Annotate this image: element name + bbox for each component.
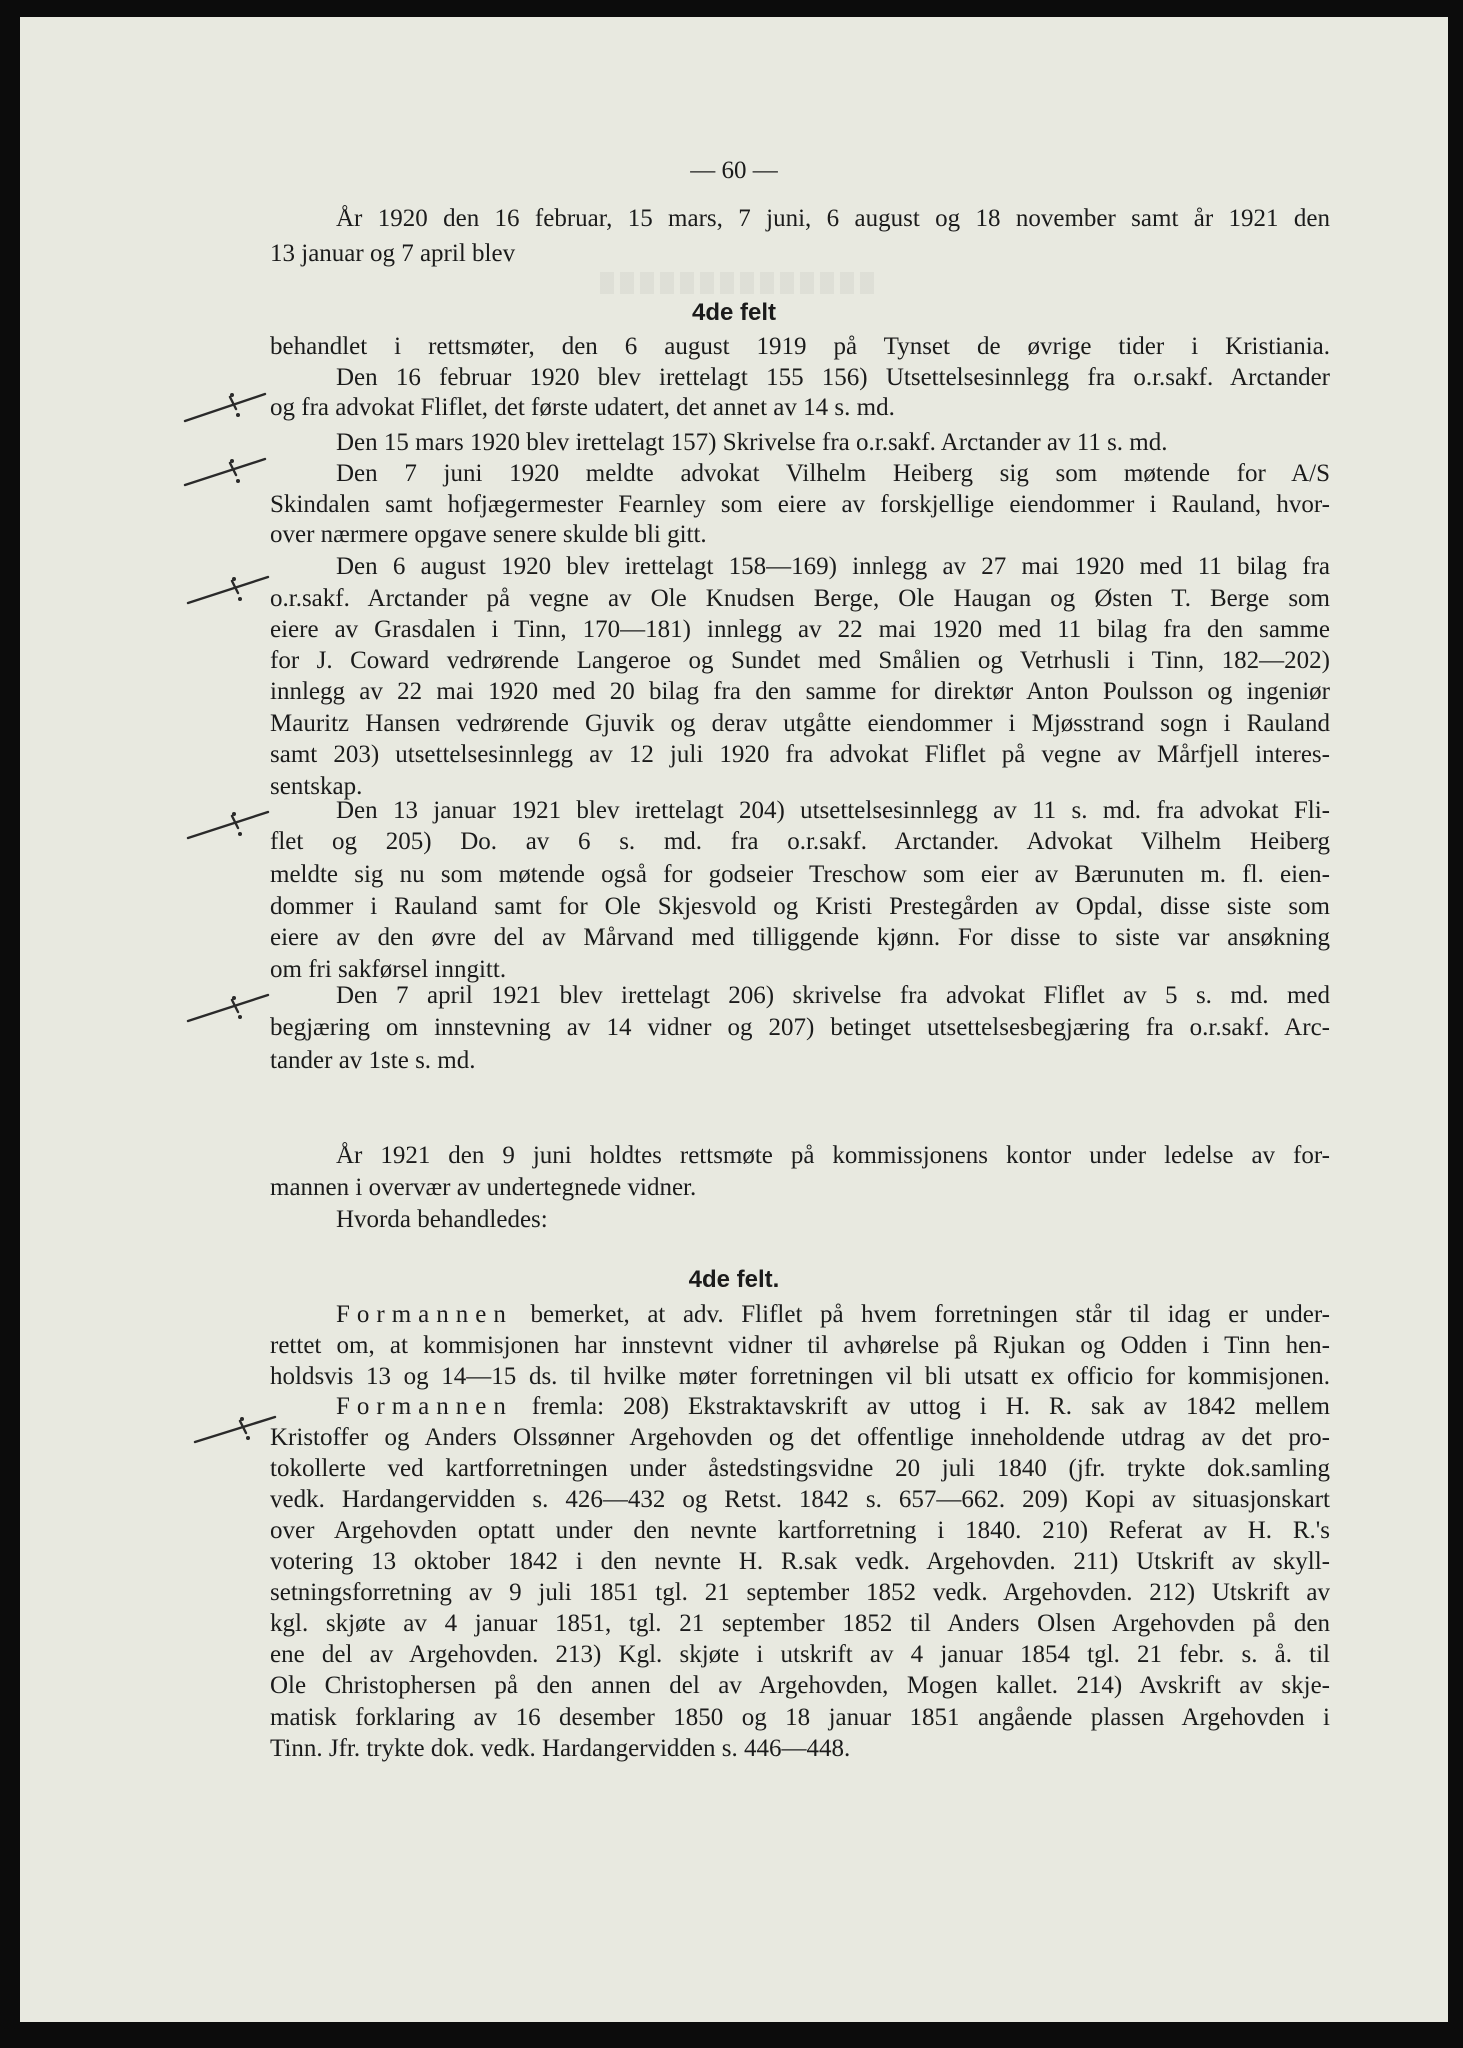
text-line: om fri sakførsel inngitt.: [270, 956, 507, 983]
margin-checkmark: [188, 577, 268, 603]
margin-checkmark: [195, 1417, 275, 1442]
intro-line: mannen i overvær av undertegnede vidner.: [270, 1174, 697, 1201]
text-line: tokollerte ved kartforretningen under åstedstingsvidne 20 juli 1840 (jfr. trykte dok.samling: [270, 1455, 1330, 1482]
text-line: holdsvis 13 og 14—15 ds. til hvilke møter forretningen vil bli utsatt ex officio for kommisjonen.: [270, 1363, 1330, 1390]
text-line: begjæring om innstevning av 14 vidner og 207) betinget utsettelsesbegjæring fra o.r.sakf. Arc-: [270, 1014, 1330, 1041]
text-line: over nærmere opgave senere skulde bli gitt.: [270, 521, 707, 548]
text-line: dommer i Rauland samt for Ole Skjesvold og Kristi Prestegården av Opdal, disse siste som: [270, 893, 1330, 920]
text-line: Tinn. Jfr. trykte dok. vedk. Hardangervidden s. 446—448.: [270, 1735, 851, 1762]
text-line: Den 15 mars 1920 blev irettelagt 157) Skrivelse fra o.r.sakf. Arctander av 11 s. md.: [336, 429, 1168, 456]
intro-line: 13 januar og 7 april blev: [270, 240, 516, 267]
text-line: og fra advokat Fliflet, det første udatert, det annet av 14 s. md.: [270, 394, 895, 421]
margin-checkmark: [188, 995, 268, 1021]
text-line: tander av 1ste s. md.: [270, 1047, 476, 1074]
archive-page: [20, 17, 1448, 2022]
spaced-name: Formannen: [336, 1393, 513, 1420]
text-line: Kristoffer og Anders Olssønner Argehovden og det offentlige inneholdende utdrag av det pro-: [270, 1424, 1330, 1451]
text-line: ene del av Argehovden. 213) Kgl. skjøte i utskrift av 4 januar 1854 tgl. 21 febr. s. å. til: [270, 1641, 1330, 1668]
margin-checkmark: [185, 459, 265, 485]
text-line: setningsforretning av 9 juli 1851 tgl. 21 september 1852 vedk. Argehovden. 212) Utskrift av: [270, 1579, 1330, 1606]
page-number: — 60 —: [690, 157, 778, 184]
text-line: Formannen fremla: 208) Ekstraktavskrift av uttog i H. R. sak av 1842 mellem: [336, 1393, 1330, 1420]
text-line: o.r.sakf. Arctander på vegne av Ole Knudsen Berge, Ole Haugan og Østen T. Berge som: [270, 585, 1330, 612]
text-line: eiere av den øvre del av Mårvand med tilliggende kjønn. For disse to siste var ansøkning: [270, 924, 1330, 951]
margin-checkmark: [188, 812, 268, 838]
text-line: Den 13 januar 1921 blev irettelagt 204) utsettelsesinnlegg av 11 s. md. fra advokat Fli-: [336, 797, 1330, 824]
section-heading: 4de felt.: [688, 1266, 780, 1293]
text-line: Den 6 august 1920 blev irettelagt 158—169) innlegg av 27 mai 1920 med 11 bilag fra: [336, 553, 1330, 580]
text-line: Mauritz Hansen vedrørende Gjuvik og derav utgåtte eiendommer i Mjøsstrand sogn i Rauland: [270, 710, 1330, 737]
text-line: over Argehovden optatt under den nevnte kartforretning i 1840. 210) Referat av H. R.'s: [270, 1517, 1330, 1544]
intro-line: År 1920 den 16 februar, 15 mars, 7 juni, 6 august og 18 november samt år 1921 den: [336, 205, 1330, 232]
text-line: eiere av Grasdalen i Tinn, 170—181) innlegg av 22 mai 1920 med 11 bilag fra den samme: [270, 616, 1330, 643]
spaced-name: Formannen: [336, 1301, 513, 1328]
text-line: kgl. skjøte av 4 januar 1851, tgl. 21 september 1852 til Anders Olsen Argehovden på den: [270, 1610, 1330, 1637]
text-line: Ole Christophersen på den annen del av Argehovden, Mogen kallet. 214) Avskrift av skje-: [270, 1672, 1330, 1699]
intro-line: År 1921 den 9 juni holdtes rettsmøte på kommissjonens kontor under ledelse av for-: [336, 1142, 1330, 1169]
text-line: innlegg av 22 mai 1920 med 20 bilag fra den samme for direktør Anton Poulsson og ingeniør: [270, 678, 1330, 705]
text-line: Skindalen samt hofjægermester Fearnley som eiere av forskjellige eiendommer i Rauland, hvor-: [270, 491, 1330, 518]
text-line: behandlet i rettsmøter, den 6 august 1919 på Tynset de øvrige tider i Kristiania.: [270, 333, 1330, 360]
text-line: samt 203) utsettelsesinnlegg av 12 juli 1920 fra advokat Fliflet på vegne av Mårfjell interes-: [270, 741, 1330, 768]
intro-line: Hvorda behandledes:: [336, 1206, 548, 1233]
text-line: votering 13 oktober 1842 i den nevnte H. R.sak vedk. Argehovden. 211) Utskrift av skyll-: [270, 1548, 1330, 1575]
text-line: vedk. Hardangervidden s. 426—432 og Retst. 1842 s. 657—662. 209) Kopi av situasjonskart: [270, 1486, 1330, 1513]
text-line: for J. Coward vedrørende Langeroe og Sundet med Smålien og Vetrhusli i Tinn, 182—202): [270, 647, 1330, 674]
text-line: Den 16 februar 1920 blev irettelagt 155 156) Utsettelsesinnlegg fra o.r.sakf. Arctander: [336, 364, 1330, 391]
text-line: matisk forklaring av 16 desember 1850 og 18 januar 1851 angående plassen Argehovden i: [270, 1704, 1330, 1731]
text-line: rettet om, at kommisjonen har innstevnt vidner til avhørelse på Rjukan og Odden i Tinn hen-: [270, 1332, 1330, 1359]
text-line: Den 7 juni 1920 meldte advokat Vilhelm Heiberg sig som møtende for A/S: [336, 460, 1330, 487]
text-line: Den 7 april 1921 blev irettelagt 206) skrivelse fra advokat Fliflet av 5 s. md. med: [336, 982, 1330, 1009]
text-line: sentskap.: [270, 773, 363, 800]
margin-checkmark: [185, 393, 265, 421]
text-line: Formannen bemerket, at adv. Fliflet på hvem forretningen står til idag er under-: [336, 1301, 1330, 1328]
text-line: meldte sig nu som møtende også for godseier Treschow som eier av Bærunuten m. fl. eien-: [270, 861, 1330, 888]
section-heading: 4de felt: [691, 299, 777, 326]
text-line: flet og 205) Do. av 6 s. md. fra o.r.sakf. Arctander. Advokat Vilhelm Heiberg: [270, 828, 1330, 855]
